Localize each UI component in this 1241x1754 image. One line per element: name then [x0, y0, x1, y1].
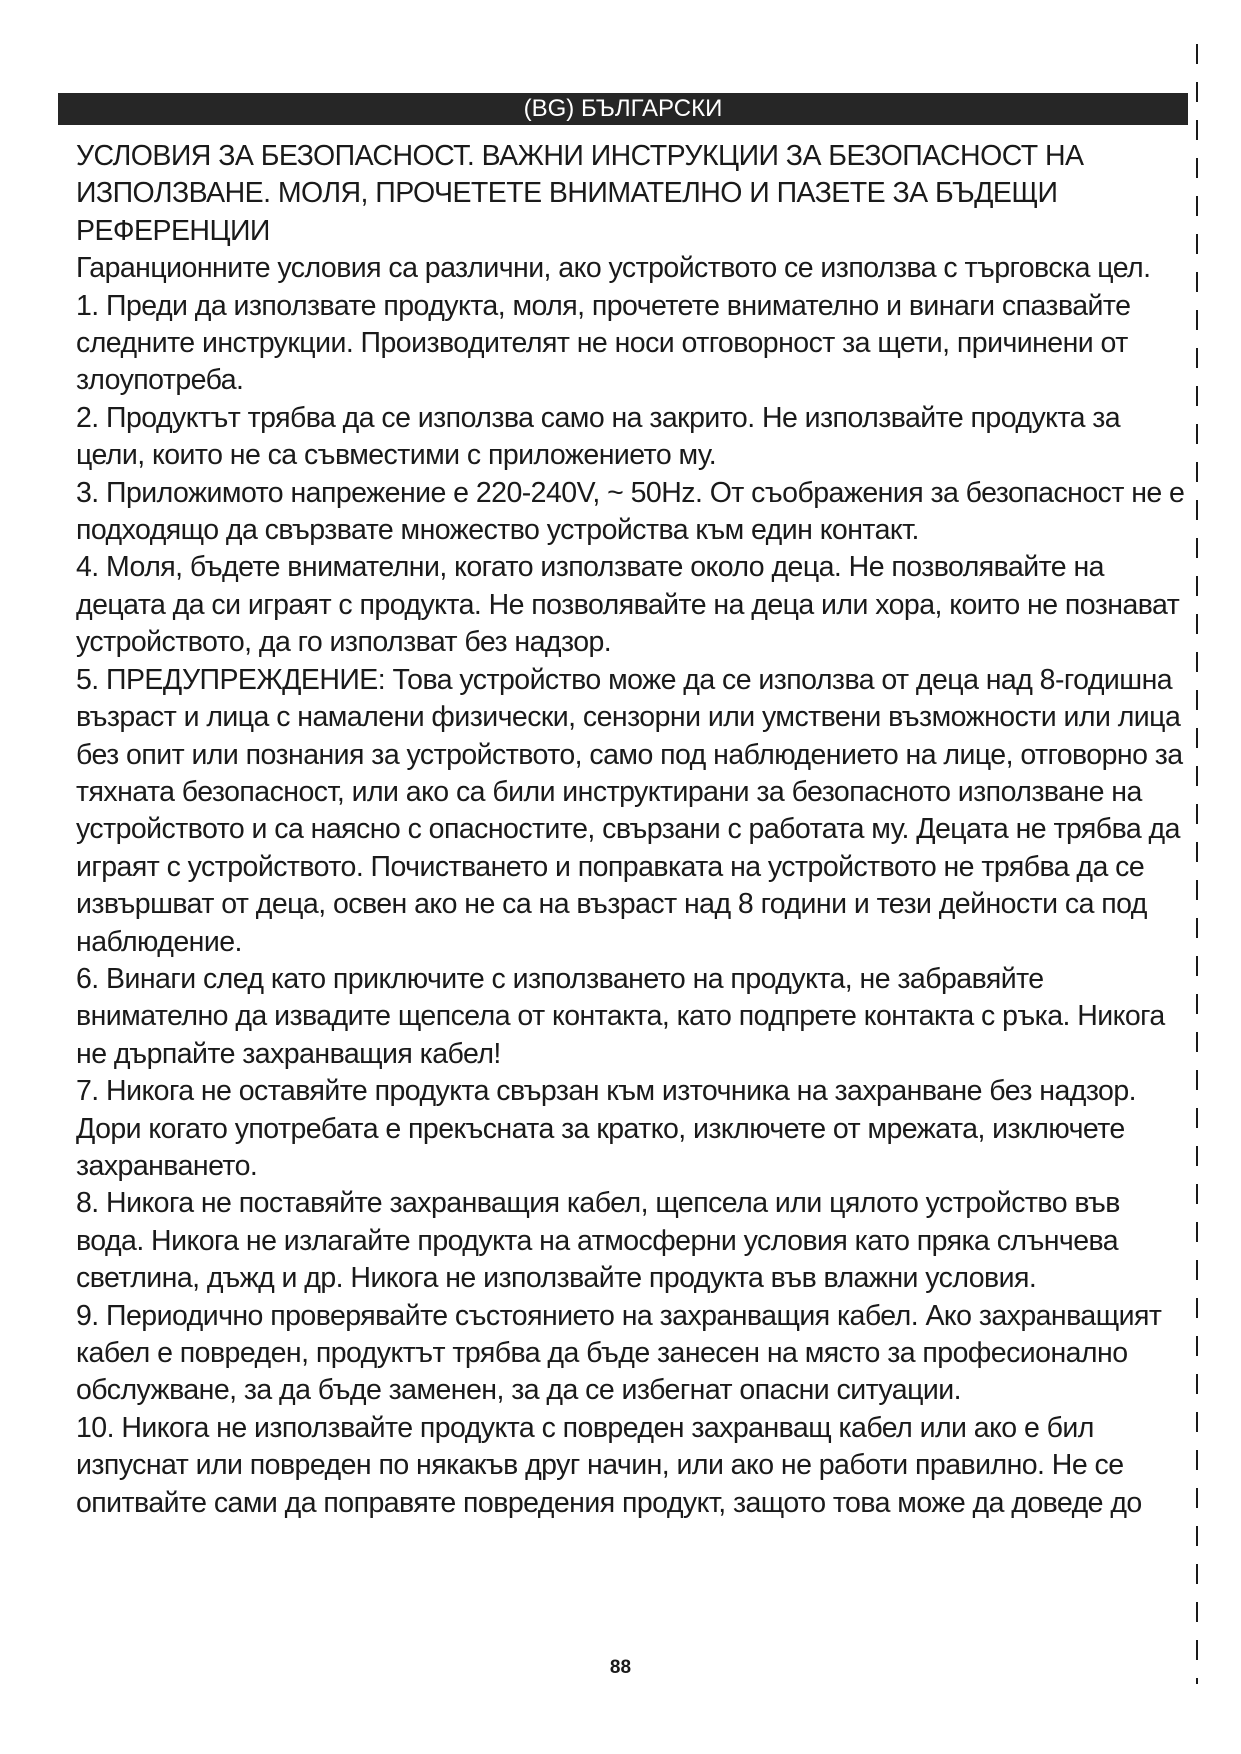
language-header-bar: (BG) БЪЛГАРСКИ — [58, 93, 1188, 125]
safety-title: УСЛОВИЯ ЗА БЕЗОПАСНОСТ. ВАЖНИ ИНСТРУКЦИИ ЗА БЕЗОПАСНОСТ НА ИЗПОЛЗВАНЕ. МОЛЯ, ПРОЧЕТЕТЕ ВНИМАТЕЛНО И ПАЗЕТЕ ЗА БЪДЕЩИ РЕФЕРЕНЦИИ — [76, 140, 1084, 247]
page-number: 88 — [609, 1657, 632, 1678]
instruction-item-3: 3. Приложимото напрежение е 220-240V, ~ 50Hz. От съображения за безопасност не е подходящо да свързвате множество устройства към един контакт. — [76, 476, 1185, 547]
cut-line-divider — [1196, 44, 1198, 1684]
instruction-item-1: 1. Преди да използвате продукта, моля, прочетете внимателно и винаги спазвайте следните инструкции. Производителят не носи отговорност за щети, причинени от злоупотреба. — [76, 289, 1131, 397]
instruction-item-5: 5. ПРЕДУПРЕЖДЕНИЕ: Това устройство може да се използва от деца над 8-годишна възраст и лица с намалени физически, сензорни или умствени възможности или лица без опит или познания за устройството, само под наблюдението на лице, отговорно за тяхната безопасност, или ако са били инструктирани за безопасното използване на устройството и са наясно с опасностите, свързани с работата му. Децата не трябва да играят с устройството. Почистването и поправката на устройството не трябва да се извършват от деца, освен ако не са на възраст над 8 години и тези дейности са под наблюдение. — [76, 663, 1183, 958]
document-body — [76, 138, 1188, 1522]
instruction-item-8: 8. Никога не поставяйте захранващия кабел, щепсела или цялото устройство във вода. Никога не излагайте продукта на атмосферни условия като пряка слънчева светлина, дъжд и др. Никога не използвайте продукта във влажни условия. — [76, 1187, 1120, 1295]
instruction-item-4: 4. Моля, бъдете внимателни, когато използвате около деца. Не позволявайте на децата да си играят с продукта. Не позволявайте на деца или хора, които не познават устройството, да го използват без надзор. — [76, 551, 1180, 659]
instruction-item-2: 2. Продуктът трябва да се използва само на закрито. Не използвайте продукта за цели, които не са съвместими с приложението му. — [76, 401, 1121, 472]
instruction-item-7: 7. Никога не оставяйте продукта свързан към източника на захранване без надзор. Дори когато употребата е прекъсната за кратко, изключете от мрежата, изключете захранването. — [76, 1075, 1137, 1182]
instruction-item-9: 9. Периодично проверявайте състоянието на захранващия кабел. Ако захранващият кабел е повреден, продуктът трябва да бъде занесен на място за професионално обслужване, за да бъде заменен, за да се избегнат опасни ситуации. — [76, 1299, 1162, 1407]
instruction-item-10: 10. Никога не използвайте продукта с повреден захранващ кабел или ако е бил изпуснат или повреден по някакъв друг начин, или ако не работи правилно. Не се опитвайте сами да поправяте повредения продукт, защото това може да доведе до — [76, 1411, 1142, 1519]
instruction-item-6: 6. Винаги след като приключите с използването на продукта, не забравяйте внимателно да извадите щепсела от контакта, като подпрете контакта с ръка. Никога не дърпайте захранващия кабел! — [76, 962, 1165, 1070]
warranty-intro: Гаранционните условия са различни, ако устройството се използва с търговска цел. — [76, 252, 1151, 285]
